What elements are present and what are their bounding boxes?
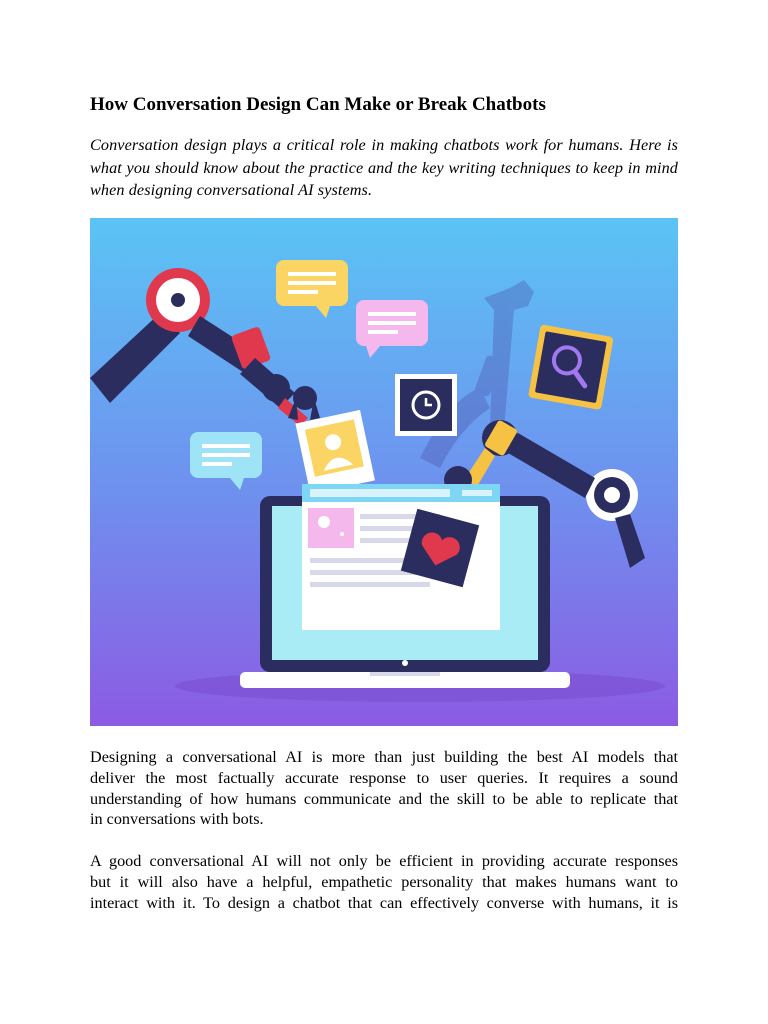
clock-icon — [395, 374, 457, 436]
paragraph-line: Designing a conversational AI is more than just building the best AI models that — [90, 748, 678, 766]
hero-illustration — [90, 218, 678, 726]
paragraph-line: A good conversational AI will not only be efficient in providing accurate responses — [90, 852, 678, 870]
paragraph-line: but it will also have a helpful, empathetic personality that makes humans want to — [90, 872, 678, 891]
image-icon — [308, 508, 354, 548]
paragraph-line: in conversations with bots. — [90, 810, 264, 829]
body-paragraph-2 — [90, 851, 678, 913]
search-icon — [528, 324, 614, 410]
paragraph-line: understanding of how humans communicate and the skill to be able to replicate that — [90, 789, 678, 808]
paragraph-line: deliver the most factually accurate response to user queries. It requires a sound — [90, 768, 678, 787]
paragraph-line: interact with it. To design a chatbot that can effectively converse with humans, it is — [90, 893, 678, 912]
article-title: How Conversation Design Can Make or Break Chatbots — [90, 94, 546, 115]
body-paragraph-1 — [90, 747, 678, 830]
laptop-icon — [240, 484, 570, 688]
article-intro: Conversation design plays a critical role in making chatbots work for humans. Here is what you should know about the practice and the key writing techniques to keep in mind when designing conversational AI systems. — [90, 136, 678, 199]
